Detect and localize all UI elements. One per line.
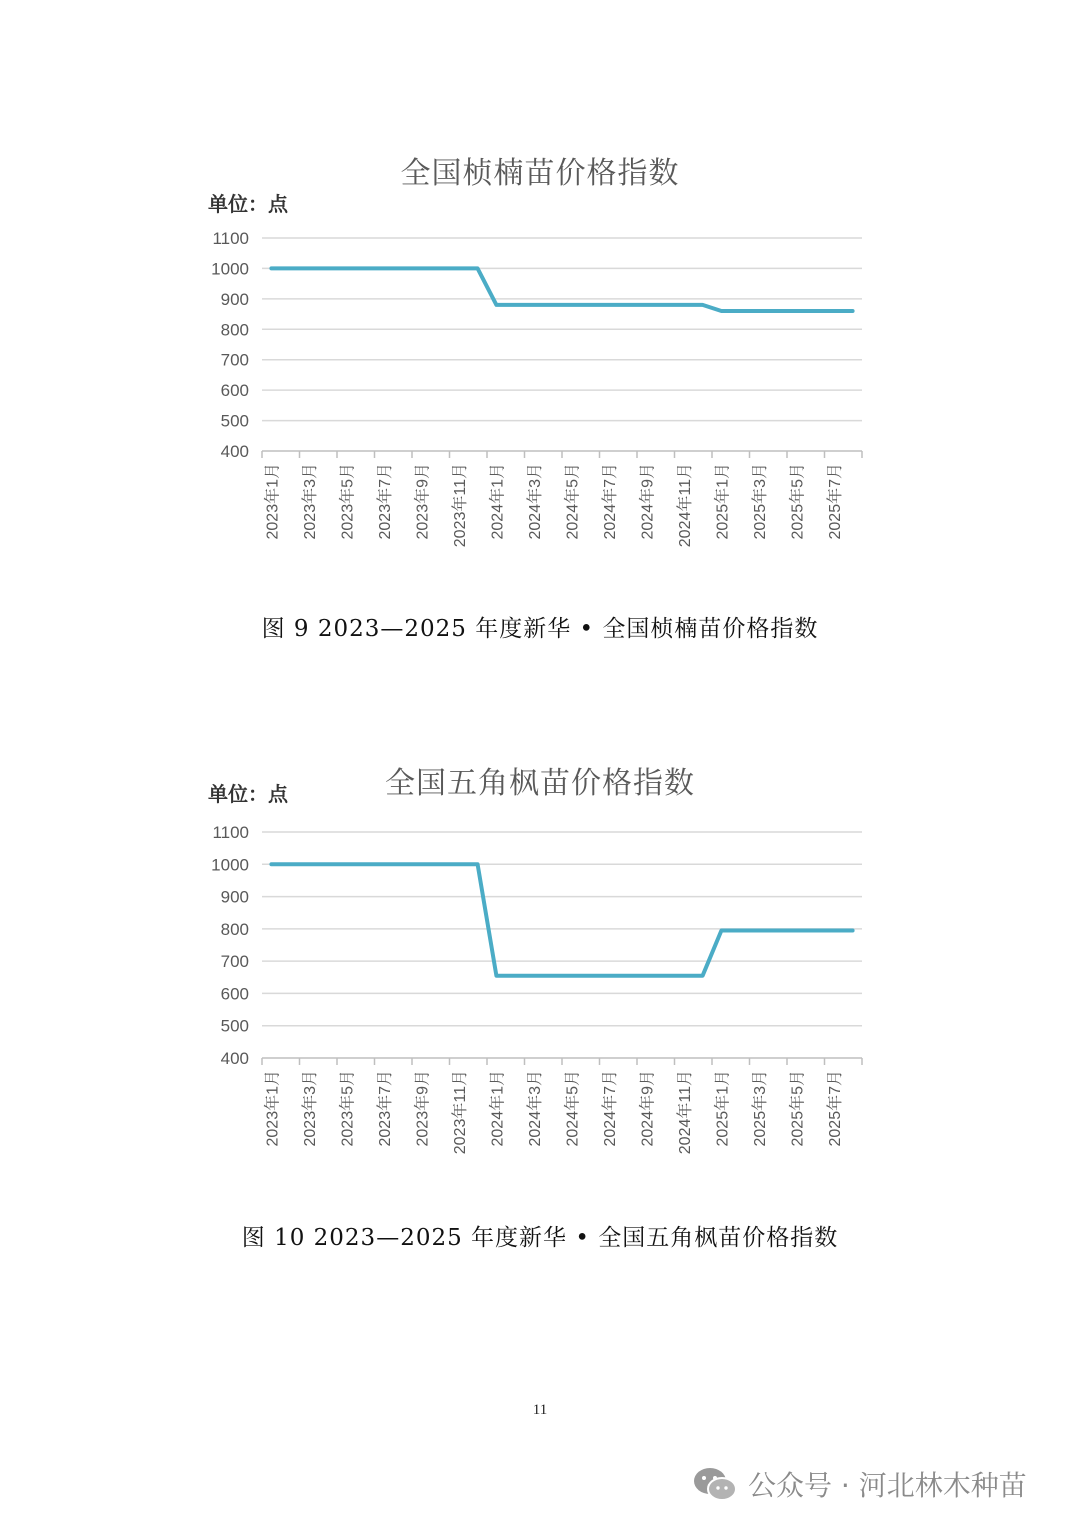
x-tick-label: 2024年5月 <box>564 463 582 540</box>
x-tick-label: 2025年7月 <box>826 1070 844 1147</box>
y-tick-label: 500 <box>220 1016 249 1036</box>
chart-title: 全国桢楠苗价格指数 <box>400 156 680 191</box>
x-tick-label: 2023年1月 <box>264 463 282 540</box>
y-tick-label: 900 <box>220 887 249 907</box>
y-tick-label: 500 <box>220 411 249 431</box>
x-tick-label: 2024年11月 <box>676 1070 694 1155</box>
x-tick-label: 2024年9月 <box>639 463 657 540</box>
x-tick-label: 2024年1月 <box>489 1070 507 1147</box>
chart-title: 全国五角枫苗价格指数 <box>385 766 695 801</box>
chart-plot-area <box>0 130 1080 580</box>
x-tick-label: 2024年1月 <box>489 463 507 540</box>
x-tick-label: 2025年5月 <box>789 463 807 540</box>
x-tick-label: 2024年5月 <box>564 1070 582 1147</box>
x-tick-label: 2023年3月 <box>301 1070 319 1147</box>
x-tick-label: 2025年3月 <box>751 463 769 540</box>
y-tick-label: 600 <box>220 381 249 401</box>
figure-caption: 图 9 2023—2025 年度新华 • 全国桢楠苗价格指数 <box>261 616 819 642</box>
chart-plot-area <box>0 740 1080 1190</box>
x-tick-label: 2024年3月 <box>526 463 544 540</box>
x-tick-label: 2023年5月 <box>339 1070 357 1147</box>
x-tick-label: 2023年3月 <box>301 463 319 540</box>
watermark-text: 公众号 · 河北林木种苗 <box>748 1469 1027 1502</box>
x-tick-label: 2025年1月 <box>714 1070 732 1147</box>
x-tick-label: 2023年1月 <box>264 1070 282 1147</box>
unit-label: 单位：点 <box>208 782 288 806</box>
y-tick-label: 400 <box>220 1049 249 1068</box>
y-tick-label: 800 <box>220 919 249 939</box>
y-tick-label: 700 <box>220 350 249 370</box>
chart-zhennan <box>0 130 1080 580</box>
series-line <box>271 268 852 311</box>
x-tick-label: 2024年7月 <box>601 463 619 540</box>
y-tick-label: 700 <box>220 952 249 972</box>
y-tick-label: 900 <box>220 289 249 309</box>
x-tick-label: 2023年7月 <box>376 463 394 540</box>
chart-wujiaofeng <box>0 740 1080 1190</box>
x-tick-label: 2025年7月 <box>826 463 844 540</box>
x-tick-label: 2024年3月 <box>526 1070 544 1147</box>
x-tick-label: 2024年11月 <box>676 463 694 548</box>
x-tick-label: 2023年7月 <box>376 1070 394 1147</box>
series-line <box>271 864 852 975</box>
x-tick-label: 2023年9月 <box>414 1070 432 1147</box>
unit-label: 单位：点 <box>208 192 288 216</box>
x-tick-label: 2023年11月 <box>451 1070 469 1155</box>
x-tick-label: 2024年9月 <box>639 1070 657 1147</box>
x-tick-label: 2023年5月 <box>339 463 357 540</box>
x-tick-label: 2023年9月 <box>414 463 432 540</box>
x-tick-label: 2025年3月 <box>751 1070 769 1147</box>
figure-caption: 图 10 2023—2025 年度新华 • 全国五角枫苗价格指数 <box>241 1225 839 1251</box>
watermark <box>692 1462 1027 1506</box>
x-tick-label: 2023年11月 <box>451 463 469 548</box>
y-tick-label: 1000 <box>211 855 249 875</box>
wechat-icon <box>692 1464 738 1504</box>
x-tick-label: 2025年1月 <box>714 463 732 540</box>
y-tick-label: 1100 <box>212 229 249 248</box>
page-number: 11 <box>532 1402 548 1418</box>
x-tick-label: 2024年7月 <box>601 1070 619 1147</box>
y-tick-label: 400 <box>220 442 249 461</box>
y-tick-label: 800 <box>220 320 249 340</box>
x-tick-label: 2025年5月 <box>789 1070 807 1147</box>
y-tick-label: 1000 <box>211 259 249 279</box>
y-tick-label: 1100 <box>212 823 249 842</box>
y-tick-label: 600 <box>220 984 249 1004</box>
